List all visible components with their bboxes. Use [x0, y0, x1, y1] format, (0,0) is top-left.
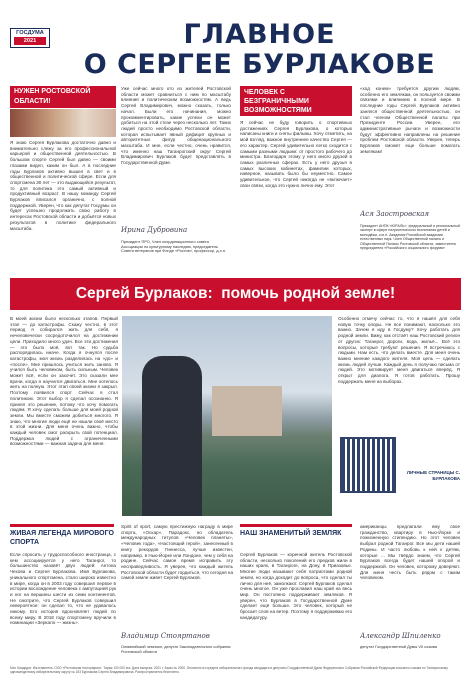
- col3-heading: ЧЕЛОВЕК С БЕЗГРАНИЧНЫМИ ВОЗМОЖНОСТЯМИ: [240, 86, 352, 116]
- bottom-left-heading: ЖИВАЯ ЛЕГЕНДА МИРОВОГО СПОРТА: [10, 524, 114, 550]
- badge-line2: 2021: [14, 37, 46, 45]
- qr-label: ЛИЧНЫЕ СТРАНИЦЫ С. БУРЛАКОВА: [406, 470, 460, 481]
- title-line2: О СЕРГЕЕ БУРЛАКОВЕ: [83, 49, 436, 80]
- bottom-left-caption: Олимпийский чемпион, депутат Законодательного собрания Ростовской области: [121, 645, 231, 654]
- col2-body: Уже сейчас много кто из жителей Ростовской области может сравниться с ним по масштабу влияния и политическим возможностям. А ведь Сергей Владимирович, можно сказать, только начал. Были его начинания, можно прокомментировать, какие успехи он может добиться на этой стезе через несколько лет. Таких людей просто необходимо Ростовской области, которая испытывает явный дефицит крупных и авторитетных фигур общенационального масштаба. И мне, если честно, очень нравится, что именно наш Таганрогский округ Сергей Владимирович Бурлаков будет представлять в Государственной Думе.: [121, 86, 231, 166]
- bottom-left-body: Если спросить у трудоспособного иностранца, с кем ассоциируется у него Таганрог, то большинство назовёт двух людей: Антона Чехова и Сергея Бурлакова. Имя Бурлакова, уникального спортсмена, стало широко известно в мире, когда он в 2003 году совершил первое в истории восхождение человека с ампутацией рук и ног на вершины шести из семи континентов. Не смотрите, что Сергей Бурлаков совершил невероятное: он сделал то, что не удавалось никому. Его история вдохновляет людей по всему миру. В 2018 году спортсмену вручили в номинации «Зеркало — жизнь».: [10, 552, 116, 626]
- bottom-right-body: Сергей Бурлаков — коренной житель Ростовской области, несколько поколений его предков жили в наших краях, в Таганроге, на Дону, в Приазовье. Многие люди называют себя патриотами родной земли, но когда доходит до вопроса, что сделал ты лично для неё, замолкают. Сергей Бурлаков сделал очень многое. Он уже прославил наш край на весь мир. Он постоянно поддерживает земляков. Я уверен, что Бурлаков в Государственной Думе сделает ещё больше. Это человек, который не бросает слов на ветер. Поэтому я поддерживаю его кандидатуру.: [240, 552, 352, 620]
- bottom-right-caption: депутат Государственной Думы VII созыва: [360, 645, 438, 649]
- bottom-left-signature: Владимир Стояртанов: [121, 632, 210, 640]
- photo-building: [212, 386, 282, 436]
- bottom-left-body2: Spirit of sport, самую престижную награду в мире спорта, «Оскар». Парадокс, но обладатель международных титулов «Человек планеты», «Человек года», «Настоящий герой», занесенный в книгу рекордов Гиннесса, лучше известен, например, в Нью-Йорке или Лондоне, чем у себя на родине. Сейчас самое время исправить эту несправедливость. Я уверен, что каждый житель Ростовской области будет гордиться, что сегодня на самой земле живет Сергей Бурлаков.: [121, 524, 233, 581]
- footer: Мат. Кандидат. Изготовитель: ООО «Ростовская типография». Тираж 100 000 экз. Дата выпуска: 2021 г. Заказ № 0000. Оплачено из средств избирательного фонда кандидата в депутаты Государственной Думы Федерального Собрания Российской Федерации восьмого созыва по Таганрогскому одномандатному избирательному округу № 153 Бурлакова Сергея Владимировича. Распространяется бесплатно.: [10, 666, 448, 674]
- center-photo: [122, 316, 332, 516]
- col3-body: Я сейчас не буду говорить о спортивных достижениях Сергея Бурлакова, о которых написаны книги и сняты фильмы. Хочу отметить, на мой взгляд, важное внутреннее качество Сергея — его характер. Сергей удивительно легко сходится с самыми разными людьми: от простого рабочего до министра. Благодаря этому у него много друзей в самых различных сферах. Есть у него друзья в самых высоких кабинетах, фамилии которых, наверное, называть было бы неуместно. Самое удивительное, что Сергей никогда не «включает» свои связи, когда это нужно лично ему. Этот: [240, 120, 352, 188]
- bottom-right-signature: Александр Шпиленко: [360, 632, 441, 640]
- photo-person: [142, 356, 202, 516]
- gosduma-badge: [10, 28, 50, 48]
- banner: [10, 278, 461, 310]
- col2-caption: Президент ПРО, Член координационного совета Ассоциации по культурному наследию, председатель Совета ветеранов при Фонде «Ростов», профессор, д.э.н.: [121, 240, 226, 254]
- col4-caption: Президент АНПК «ЮРАЛЬ», федеральный и региональный эксперт в сфере патриотического воспитания детей и молодёжи, к.ю.н. Академик Российской академии естественных наук. Член Общественной палаты и Общественной Палаты Ростовской области, заместитель председателя «Российского социального форума»: [360, 224, 460, 251]
- col1-heading: НУЖЕН РОСТОВСКОЙ ОБЛАСТИ!: [10, 86, 116, 108]
- bottom-right-body2: американцы предлагали ему свое гражданство, квартиру в Нью-Йорке и пожизненную стипендию. Но этот человек выбрал родной Таганрог. Все мы дети нашей Родины. И часто любовь к ней к детям, которые ... Мы твёрдо знаем, что Сергей Бурлаков всегда будет нашей опорой и поддержкой. Он человек, которому доверяют. Для меня честь быть рядом с таким человеком.: [360, 524, 460, 581]
- qr-code-icon[interactable]: [340, 437, 396, 493]
- col4-signature: Ася Заостровская: [360, 210, 430, 218]
- mid-left-body: В моей жизни было несколько этапов. Первый этап — до катастрофы. Скажу честно, в этот период я собирался жить для себя, я нечеловечески сосредоточился на достижении цели. Приходило много удач. Все эти достижения — это было моё, вот так. Но судьба распорядилась иначе. Когда я очнулся после катастрофы, моя жизнь разделилась на «до» и «после». Мне пришлось учиться жить заново. Я учился быть человеком, быть сильным. Человек может всё, если он захочет. Это сказали мне врачи, когда я научился двигаться. Мне хотелось жить на полную. Этот этап своей жизни я закрыл. Поэтому появился спорт. Сейчас я стал политиком. Этот выбор я сделал осознанно. Я принял это решение, потому что хочу помогать людям. Я хочу сделать больше для моей родной земли. Мы вместе сможем добиться многого. Я знаю, что многие люди ещё не нашли своё место в этой жизни. Для меня очень важно, чтобы каждый человек смог раскрыть свой потенциал. Поддержка людей с ограниченными возможностями — важная задача для меня.: [10, 316, 118, 447]
- col2-signature: Ирина Дубровина: [121, 226, 188, 234]
- mid-right-body: Особенно отмечу сейчас то, что я нашёл для себя новую точку опоры. Не все понимают, насколько это важно. Зачем я иду в Госдуму? Хочу работать для родной земли. Вижу, как отстаёт наш Ростовский регион от других: Таганрог, дороги, вода, жильё... Всё это вопросы, которые требуют решения. Я встречаюсь с людьми. Нам есть, что делать вместе. Для меня очень важно мнение каждого жителя. Моя цель — сделать жизнь людей лучше. Каждый день я получаю письма от людей. Это мотивирует меня двигаться вперёд. Я открыт для диалога. Я готов работать. Прошу поддержать меня на выборах.: [338, 316, 460, 384]
- banner-text: Сергей Бурлаков: помочь родной земле!: [75, 285, 396, 302]
- badge-line1: ГОСДУМА: [16, 30, 44, 36]
- col1-photo: [10, 109, 116, 137]
- page-title: [58, 20, 461, 82]
- title-line1: ГЛАВНОЕ: [183, 20, 336, 50]
- col4-body: «ход конем» требуется другим людям, особенно его землякам, он пользуется своими связями и влиянием в полной мере. В последние годы Сергей Бурлаков активно занялся общественной деятельностью, он стал членом Общественной палаты при Президенте России. Уверен, его административные рычаги и возможности будут эффективно направлены на решение проблем Ростовской области. Уверен, теперь Бурлаков сможет еще больше помогать землякам!: [360, 86, 460, 154]
- bottom-right-heading: НАШ ЗНАМЕНИТЫЙ ЗЕМЛЯК: [240, 524, 352, 550]
- col1-body: Я знаю Сергея Бурлакова достаточно давно и внимательно слежу за его профессиональной карьерой и общественной деятельностью. В большом спорте Сергей был давно — своими глазами видел, каким он был. А в последние годы Бурлаков активно вышел в свет и в общественной и политической сфере. Если для спортсмена 30 лет — это выдающийся результат, то для политика это самый активный и продуктивный возраст. В нашу команду Сергей Бурлаков вписался органично, с полной поддержкой. Уверен, что как депутат Госдумы он будет успешно продолжать свою работу в интересах Ростовской области и добьётся новых результатов в политике федерального масштаба.: [10, 140, 116, 231]
